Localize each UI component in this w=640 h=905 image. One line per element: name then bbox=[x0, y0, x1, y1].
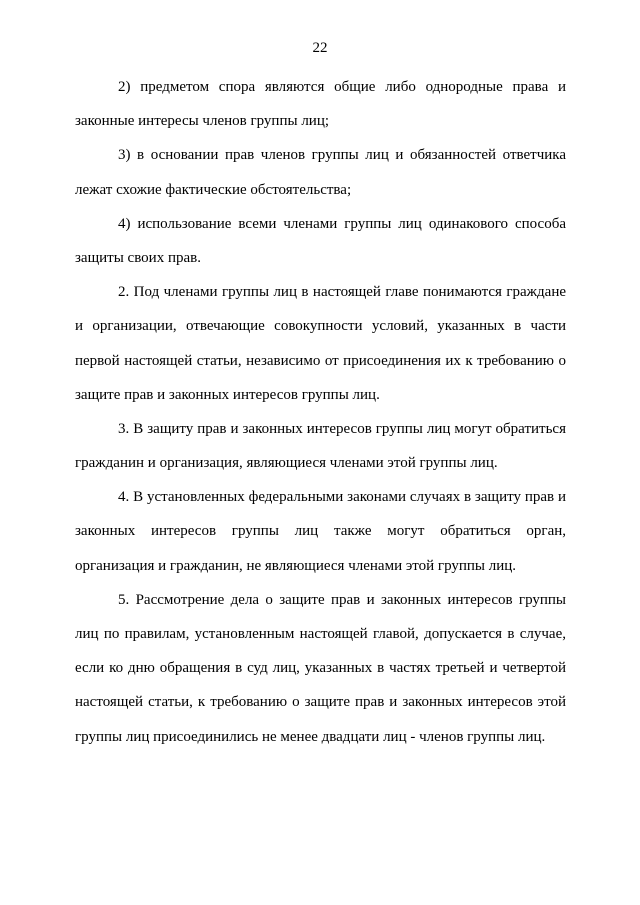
document-body bbox=[75, 76, 566, 760]
text-line: 4. В установленных федеральными законами случаях в защиту прав и bbox=[118, 489, 566, 506]
text-line: организация и гражданин, не являющиеся членами этой группы лиц. bbox=[75, 557, 517, 574]
text-line: лиц по правилам, установленным настоящей главой, допускается в случае, bbox=[75, 626, 566, 642]
text-line: законных интересов группы лиц также могут обратиться орган, bbox=[75, 523, 566, 540]
paragraph-part-5 bbox=[75, 589, 566, 760]
text-line: 3. В защиту прав и законных интересов группы лиц могут обратиться bbox=[118, 420, 566, 437]
text-line: группы лиц присоединились не менее двадцати лиц - членов группы лиц. bbox=[75, 728, 546, 745]
text-line: лежат схожие фактические обстоятельства; bbox=[75, 181, 352, 198]
paragraph-part-2 bbox=[75, 281, 566, 418]
text-line: 2. Под членами группы лиц в настоящей главе понимаются граждане bbox=[118, 284, 566, 301]
paragraph-part-3 bbox=[75, 418, 566, 486]
text-line: 5. Рассмотрение дела о защите прав и законных интересов группы bbox=[118, 591, 566, 608]
text-line: защиты своих прав. bbox=[75, 249, 201, 266]
text-line: и организации, отвечающие совокупности условий, указанных в части bbox=[75, 318, 566, 335]
text-line: 2) предметом спора являются общие либо однородные права и bbox=[118, 79, 566, 95]
text-line: 4) использование всеми членами группы лиц одинакового способа bbox=[118, 215, 566, 232]
text-line: законные интересы членов группы лиц; bbox=[75, 113, 330, 130]
paragraph-item-3 bbox=[75, 144, 566, 212]
paragraph-part-4 bbox=[75, 486, 566, 589]
text-line: если ко дню обращения в суд лиц, указанных в частях третьей и четвертой bbox=[75, 660, 566, 677]
text-line: первой настоящей статьи, независимо от присоединения их к требованию о bbox=[75, 352, 566, 369]
paragraph-item-2 bbox=[75, 76, 566, 144]
text-line: защите прав и законных интересов группы лиц. bbox=[75, 386, 380, 403]
text-line: 3) в основании прав членов группы лиц и обязанностей ответчика bbox=[118, 147, 566, 164]
page-number: 22 bbox=[312, 40, 328, 56]
text-line: гражданин и организация, являющиеся членами этой группы лиц. bbox=[75, 455, 498, 472]
text-line: настоящей статьи, к требованию о защите прав и законных интересов этой bbox=[75, 694, 566, 711]
paragraph-item-4 bbox=[75, 213, 566, 281]
